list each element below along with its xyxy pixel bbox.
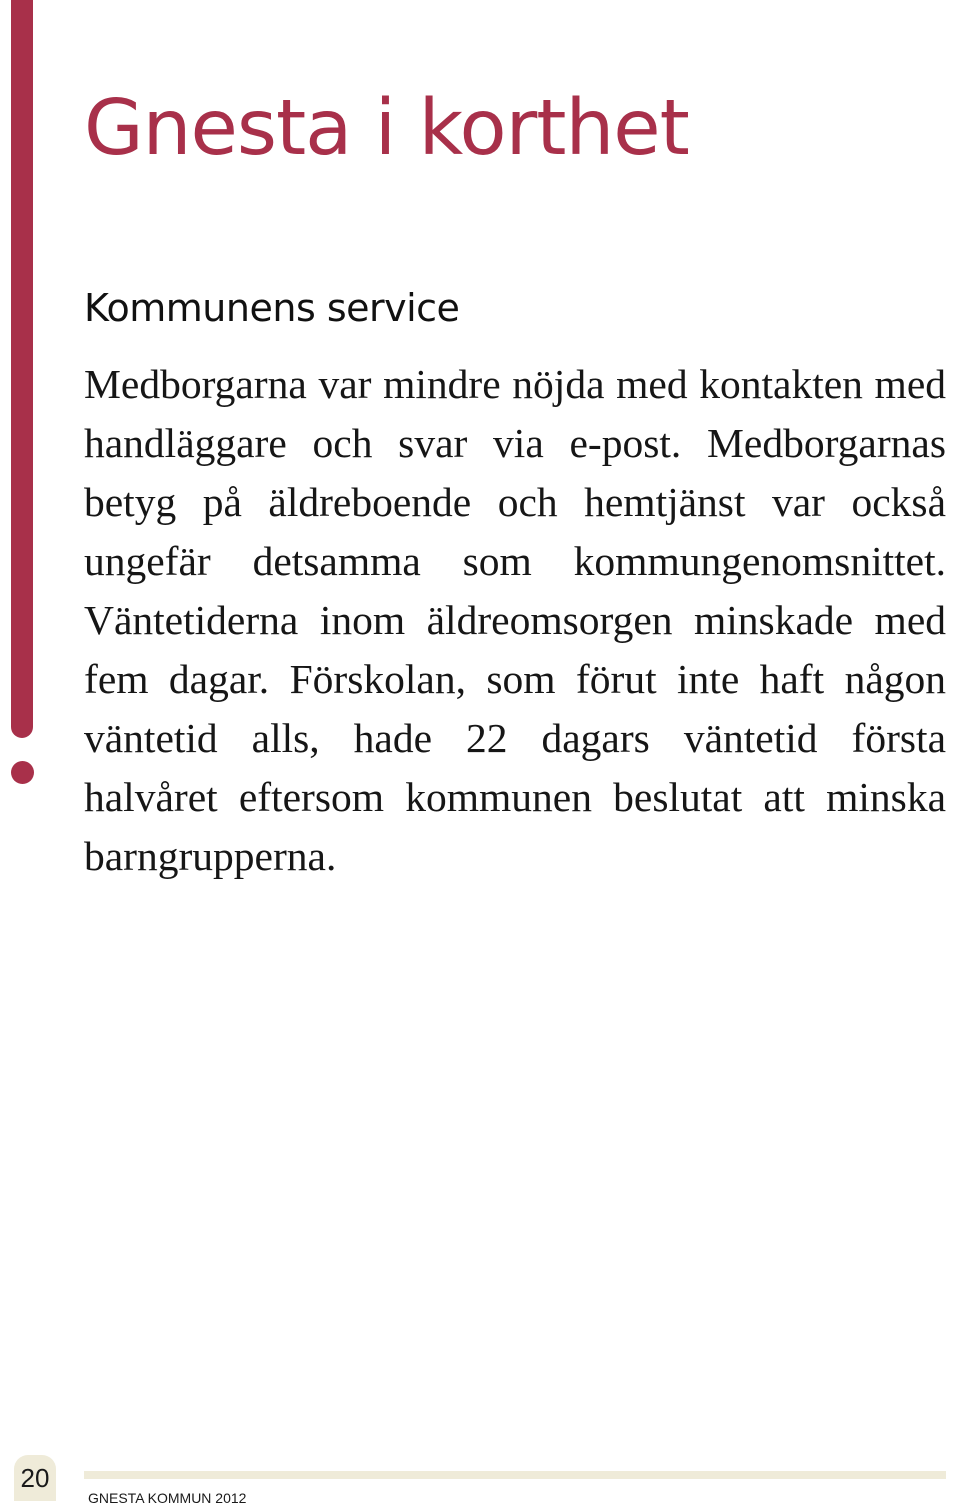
section-heading: Kommunens service [84, 286, 460, 330]
accent-dot [11, 761, 34, 784]
body-paragraph: Medborgarna var mindre nöjda med kontakten med handläggare och svar via e-post. Medborgarnas betyg på äldreboende och hemtjänst var också ungefär detsamma som kommungenomsnittet. Väntetiderna inom äldreomsorgen minskade med fem dagar. Förskolan, som förut inte haft någon väntetid alls, hade 22 dagars väntetid första halvåret eftersom kommunen beslutat att minska barngrupperna. [84, 361, 946, 879]
page-number: 20 [14, 1455, 56, 1501]
page-title: Gnesta i korthet [84, 84, 689, 173]
footer-publication: GNESTA KOMMUN 2012 [88, 1490, 247, 1506]
accent-side-bar [11, 0, 33, 738]
footer-divider [84, 1471, 946, 1479]
